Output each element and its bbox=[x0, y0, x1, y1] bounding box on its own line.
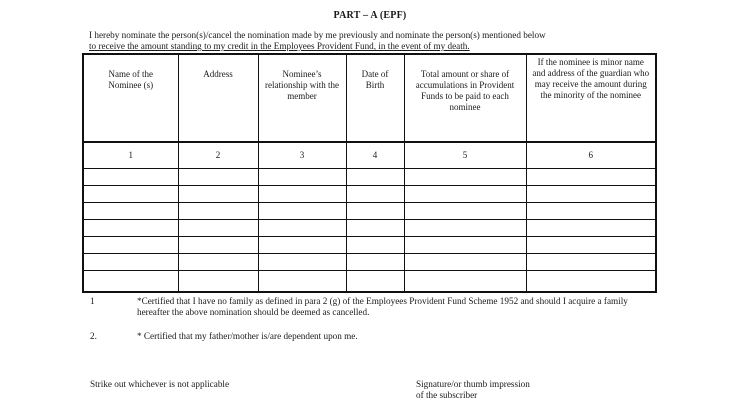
table-cell[interactable] bbox=[346, 186, 404, 203]
note-1-number: 1 bbox=[90, 296, 95, 306]
table-cell[interactable] bbox=[404, 237, 526, 254]
table-cell[interactable] bbox=[404, 271, 526, 293]
header-nominee-name: Name of the Nominee (s) bbox=[83, 54, 178, 142]
table-cell[interactable] bbox=[83, 237, 178, 254]
header-share-amount: Total amount or share of accumulations in Provident Funds to be paid to each nominee bbox=[404, 54, 526, 142]
table-cell[interactable] bbox=[178, 186, 258, 203]
nominee-table bbox=[82, 53, 657, 293]
table-cell[interactable] bbox=[404, 169, 526, 186]
table-cell[interactable] bbox=[404, 203, 526, 220]
note-2-number: 2. bbox=[90, 331, 97, 341]
nomination-statement bbox=[89, 30, 689, 52]
table-cell[interactable] bbox=[178, 169, 258, 186]
table-row bbox=[83, 203, 656, 220]
table-cell[interactable] bbox=[258, 254, 346, 271]
column-number: 4 bbox=[346, 142, 404, 169]
table-cell[interactable] bbox=[346, 271, 404, 293]
column-number: 1 bbox=[83, 142, 178, 169]
table-cell[interactable] bbox=[258, 220, 346, 237]
table-cell[interactable] bbox=[83, 220, 178, 237]
table-row bbox=[83, 254, 656, 271]
table-cell[interactable] bbox=[258, 203, 346, 220]
column-number: 3 bbox=[258, 142, 346, 169]
table-cell[interactable] bbox=[346, 203, 404, 220]
table-row bbox=[83, 220, 656, 237]
table-cell[interactable] bbox=[526, 220, 656, 237]
signature-block bbox=[416, 379, 616, 401]
table-cell[interactable] bbox=[346, 254, 404, 271]
table-cell[interactable] bbox=[526, 186, 656, 203]
table-cell[interactable] bbox=[404, 186, 526, 203]
table-header-row bbox=[83, 54, 656, 142]
nomination-statement-line-1: I hereby nominate the person(s)/cancel the nomination made by me previously and nominate the person(s) mentioned below bbox=[89, 30, 546, 40]
form-title: PART – A (EPF) bbox=[333, 10, 407, 21]
table-cell[interactable] bbox=[258, 237, 346, 254]
signature-line-2: of the subscriber bbox=[416, 390, 478, 400]
table-row bbox=[83, 186, 656, 203]
table-cell[interactable] bbox=[178, 254, 258, 271]
note-1-text: *Certified that I have no family as defined in para 2 (g) of the Employees Provident Fund Scheme 1952 and should I acquire a family hereafter the above nomination should be deemed as cancelled. bbox=[137, 296, 628, 317]
table-cell[interactable] bbox=[526, 254, 656, 271]
table-cell[interactable] bbox=[404, 220, 526, 237]
table-cell[interactable] bbox=[526, 237, 656, 254]
nomination-statement-line-2: to receive the amount standing to my credit in the Employees Provident Fund, in the event of my death. bbox=[89, 41, 470, 51]
table-cell[interactable] bbox=[178, 220, 258, 237]
table-row bbox=[83, 237, 656, 254]
table-cell[interactable] bbox=[346, 169, 404, 186]
column-number: 2 bbox=[178, 142, 258, 169]
table-cell[interactable] bbox=[83, 271, 178, 293]
table-row bbox=[83, 169, 656, 186]
table-cell[interactable] bbox=[178, 271, 258, 293]
header-relationship: Nominee’s relationship with the member bbox=[258, 54, 346, 142]
header-guardian: If the nominee is minor name and address of the guardian who may receive the amount during the minority of the nominee bbox=[526, 54, 656, 142]
table-cell[interactable] bbox=[178, 203, 258, 220]
strike-out-note: Strike out whichever is not applicable bbox=[90, 379, 230, 389]
table-cell[interactable] bbox=[83, 186, 178, 203]
header-date-of-birth: Date of Birth bbox=[346, 54, 404, 142]
table-cell[interactable] bbox=[258, 186, 346, 203]
column-number: 5 bbox=[404, 142, 526, 169]
table-cell[interactable] bbox=[404, 254, 526, 271]
column-number: 6 bbox=[526, 142, 656, 169]
table-cell[interactable] bbox=[83, 203, 178, 220]
table-cell[interactable] bbox=[178, 237, 258, 254]
table-cell[interactable] bbox=[526, 169, 656, 186]
header-address: Address bbox=[178, 54, 258, 142]
signature-line-1: Signature/or thumb impression bbox=[416, 379, 530, 389]
table-cell[interactable] bbox=[526, 203, 656, 220]
note-2-text: * Certified that my father/mother is/are dependent upon me. bbox=[137, 331, 358, 341]
table-cell[interactable] bbox=[258, 271, 346, 293]
column-number-row bbox=[83, 142, 656, 169]
table-cell[interactable] bbox=[346, 220, 404, 237]
table-row bbox=[83, 271, 656, 293]
table-cell[interactable] bbox=[83, 254, 178, 271]
table-cell[interactable] bbox=[258, 169, 346, 186]
table-cell[interactable] bbox=[526, 271, 656, 293]
table-cell[interactable] bbox=[346, 237, 404, 254]
table-cell[interactable] bbox=[83, 169, 178, 186]
